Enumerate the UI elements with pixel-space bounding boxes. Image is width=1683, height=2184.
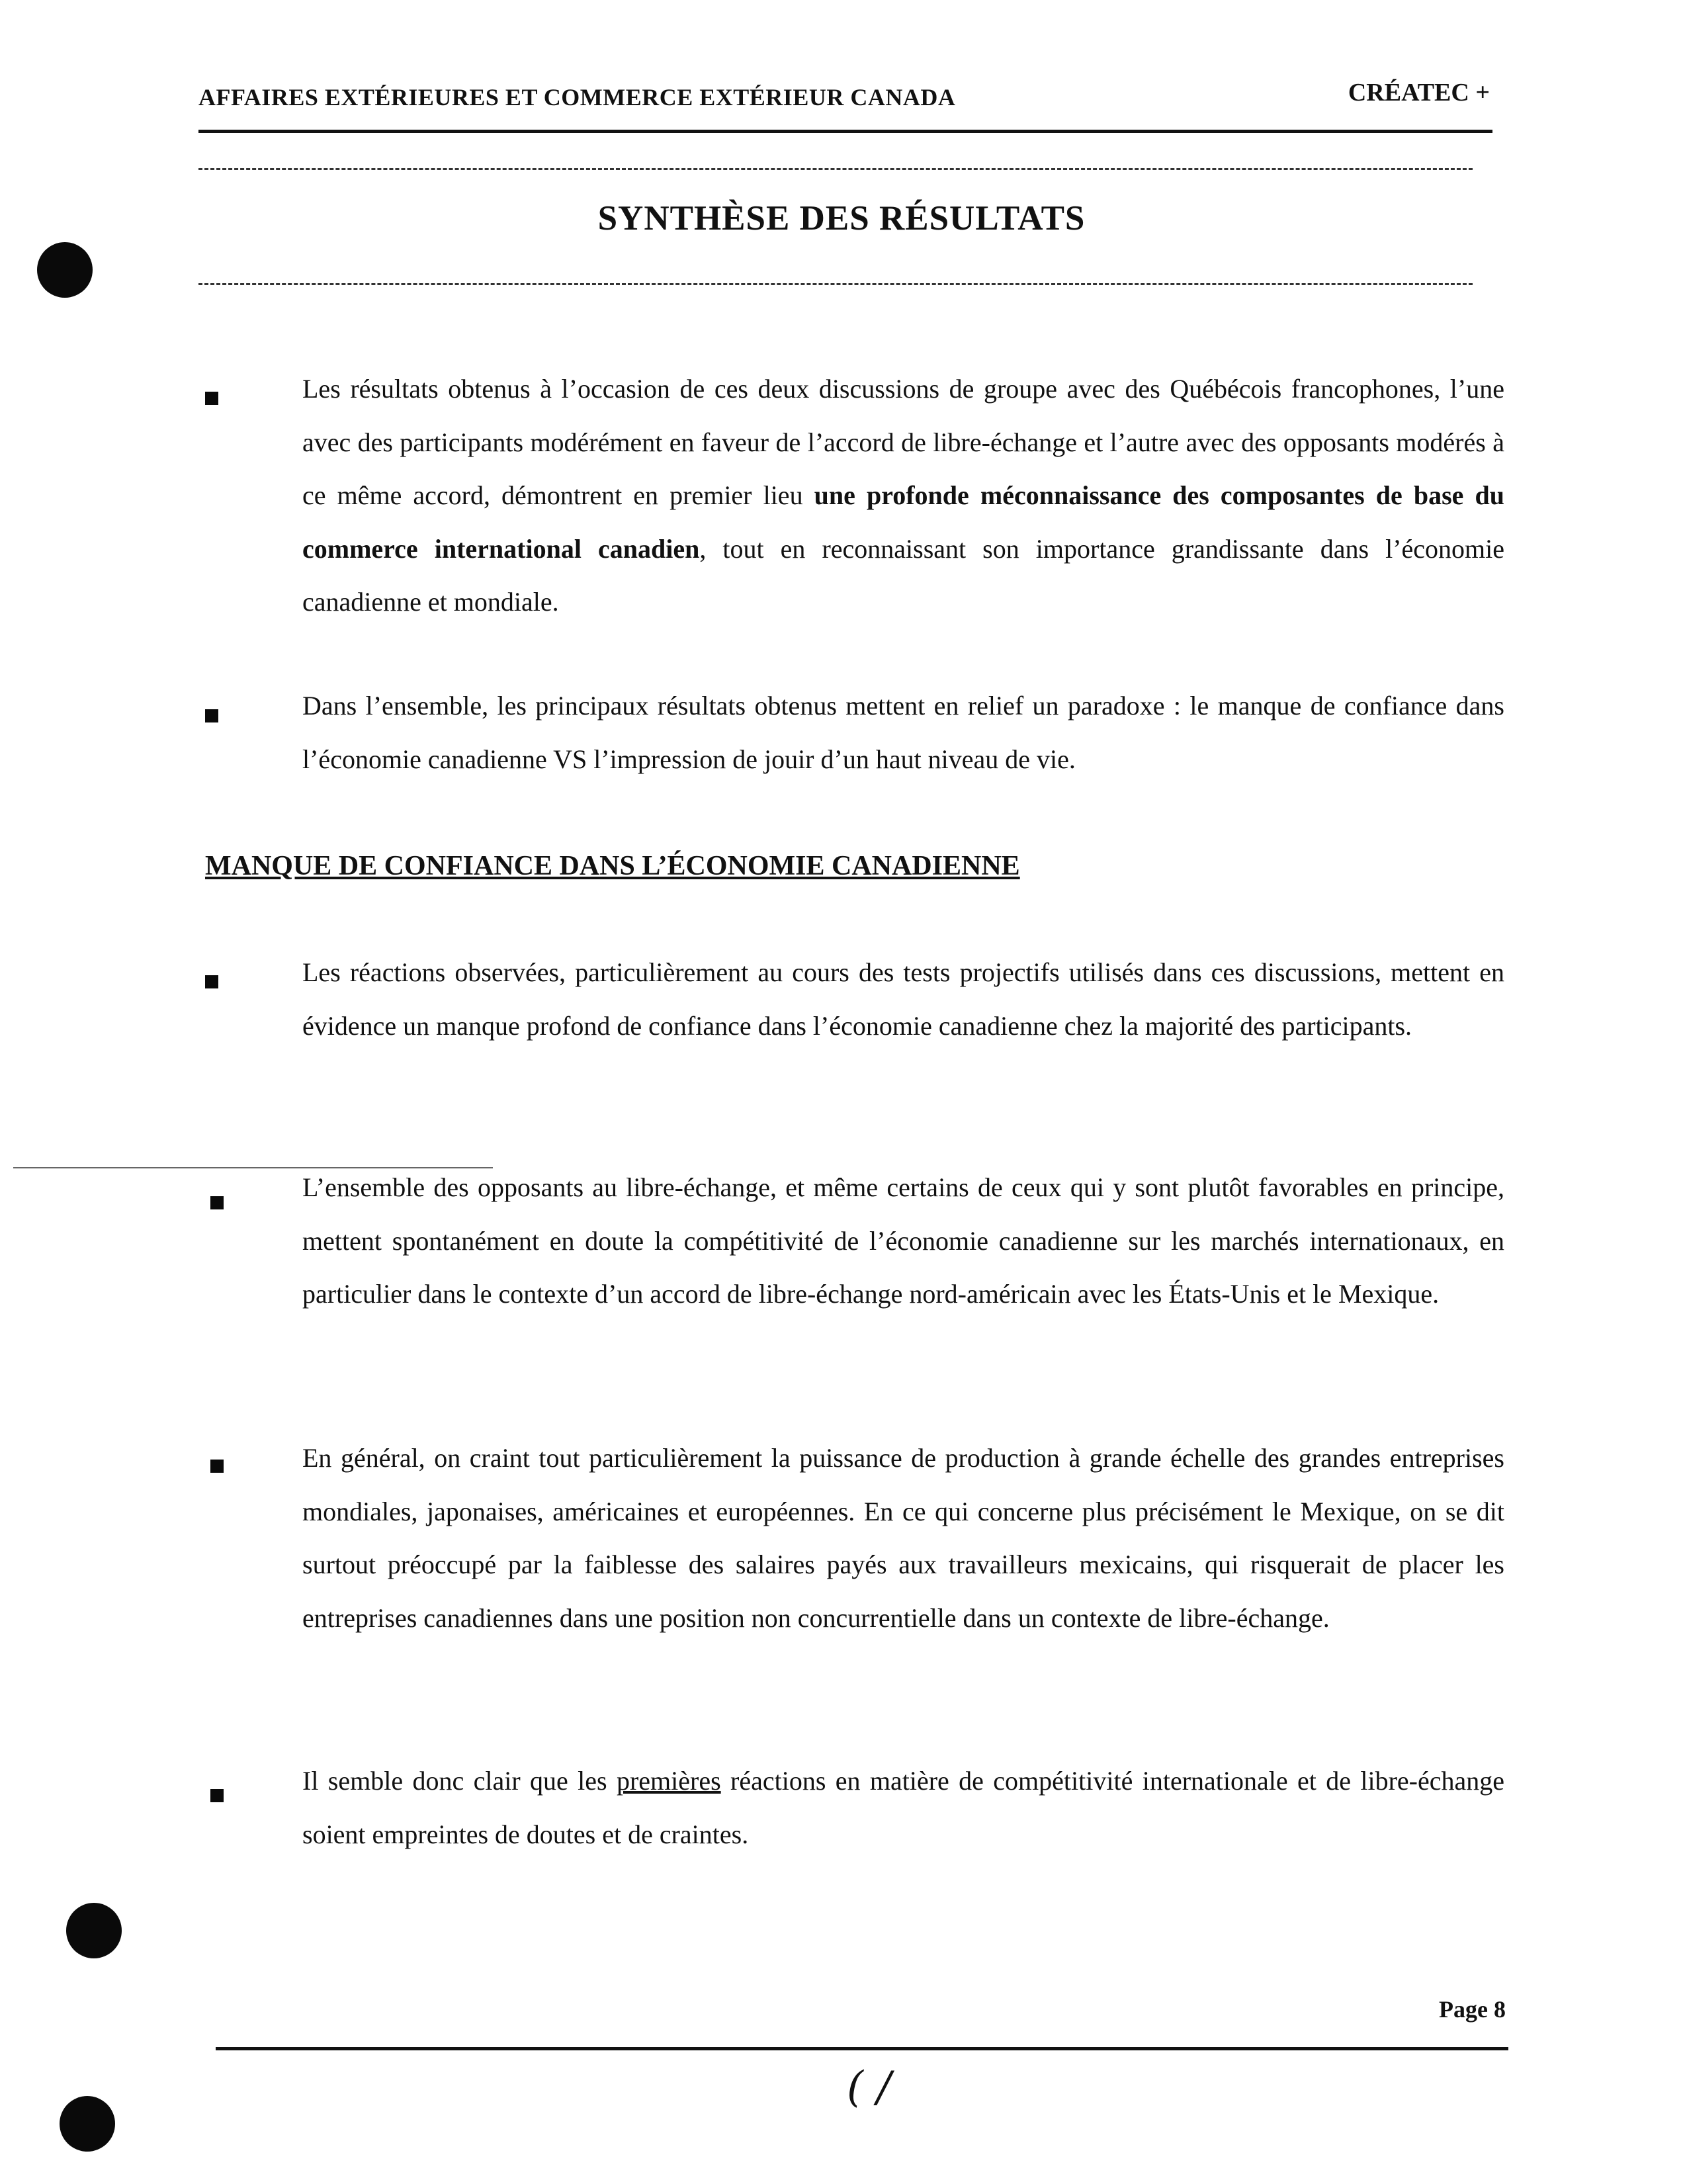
punch-hole-bottom [60,2096,115,2152]
section-bullet-2: L’ensemble des opposants au libre-échange, et même certains de ceux qui y sont plutôt favorables en principe, mettent spontanément en doute la compétitivité de l’économie canadienne sur les marchés internationaux, en particulier dans le contexte d’un accord de libre-échange nord-américain avec les États-Unis et le Mexique. [302,1172,1504,1309]
section-bullet-4-text: Il semble donc clair que les [302,1766,617,1796]
intro-bullet-1-bold-text: une profonde méconnaissance des composantes de base du commerce international canadien [302,480,1504,564]
bullet-marker [205,709,218,722]
section-bullet-4-text-end: réactions en matière de compétitivité internationale et de libre-échange soient empreintes de doutes et de craintes. [302,1766,1504,1849]
punch-hole-middle [66,1903,122,1958]
title-rule-bottom [198,283,1473,285]
bullet-marker [210,1460,224,1473]
punch-hole-top [37,242,93,298]
page-number: Page 8 [1439,1996,1506,2023]
bullet-marker [205,975,218,988]
intro-bullet-1-text-end: , tout en reconnaissant son importance grandissante dans l’économie canadienne et mondiale. [302,533,1504,617]
section-bullet-4 [302,1755,1504,1861]
footer-rule [216,2047,1508,2050]
header-firm: CRÉATEC + [1348,79,1490,107]
intro-bullet-1-text: Les résultats obtenus à l’occasion de ces deux discussions de groupe avec des Québécois francophones, l’une avec des participants modérément en faveur de l’accord de libre-échange et l’autre avec des opposants modérés à ce même accord, démontrent en premier lieu [302,374,1504,510]
section-bullet-4-underlined: premières [616,1766,721,1796]
page-title: SYNTHÈSE DES RÉSULTATS [597,199,1086,238]
bullet-marker [205,392,218,405]
intro-bullet-1 [302,363,1504,629]
bullet-marker [210,1196,224,1209]
section-heading: MANQUE DE CONFIANCE DANS L’ÉCONOMIE CANADIENNE [205,851,1020,881]
header-organization: AFFAIRES EXTÉRIEURES ET COMMERCE EXTÉRIEUR CANADA [198,84,956,110]
title-rule-top [198,168,1473,170]
section-bullet-1: Les réactions observées, particulièrement au cours des tests projectifs utilisés dans ces discussions, mettent en évidence un manque profond de confiance dans l’économie canadienne chez la majorité des participants. [302,957,1504,1041]
intro-bullet-2: Dans l’ensemble, les principaux résultats obtenus mettent en relief un paradoxe : le manque de confiance dans l’économie canadienne VS l’impression de jouir d’un haut niveau de vie. [302,691,1504,774]
header-rule [198,130,1492,133]
section-bullet-3: En général, on craint tout particulièrement la puissance de production à grande échelle des grandes entreprises mondiales, japonaises, américaines et européennes. En ce qui concerne plus précisément le Mexique, on se dit surtout préoccupé par la faiblesse des salaires payés aux travailleurs mexicains, qui risquerait de placer les entreprises canadiennes dans une position non concurrentielle dans un contexte de libre-échange. [302,1443,1504,1633]
handwritten-mark: ( / [847,2063,891,2112]
bullet-marker [210,1789,224,1802]
